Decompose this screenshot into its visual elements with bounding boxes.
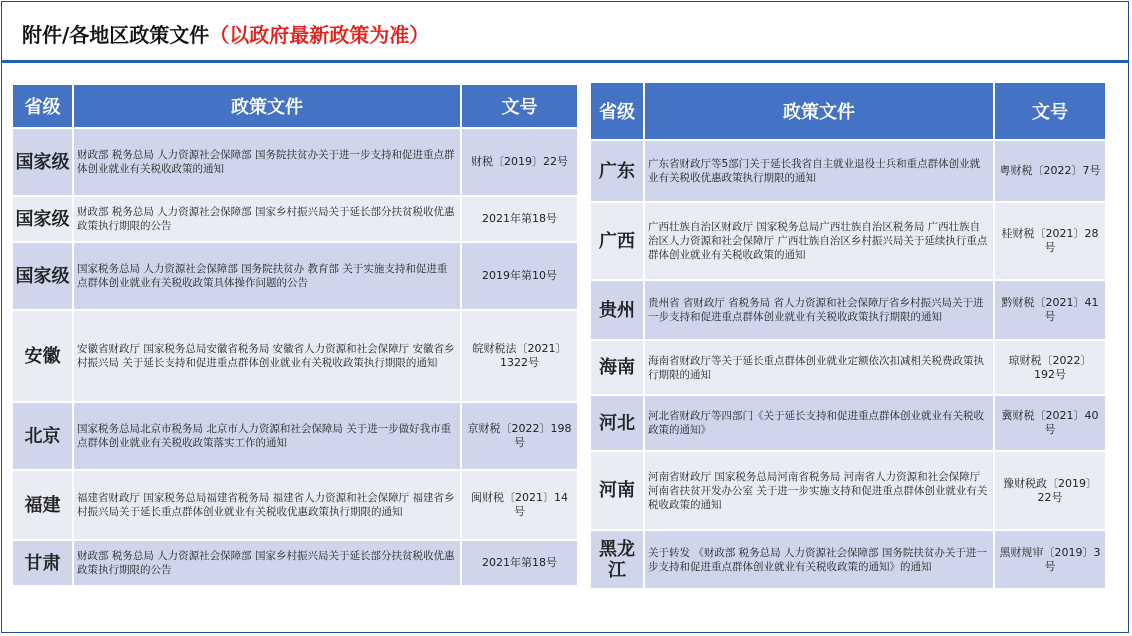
number-cell: 京财税〔2022〕198号 — [462, 403, 579, 471]
document-cell: 广西壮族自治区财政厅 国家税务总局广西壮族自治区税务局 广西壮族自治区人力资源和社会保障厅 广西壮族自治区乡村振兴局关于延续执行重点群体创业就业有关税收政策的通知 — [645, 203, 995, 281]
province-cell: 河北 — [591, 396, 645, 452]
document-cell: 河南省财政厅 国家税务总局河南省税务局 河南省人力资源和社会保障厅 河南省扶贫开发办公室 关于进一步实施支持和促进重点群体创业就业有关税收政策的通知 — [645, 452, 995, 531]
number-cell: 豫财税政〔2019〕22号 — [995, 452, 1107, 531]
column-header-number: 文号 — [462, 85, 579, 129]
document-cell: 安徽省财政厅 国家税务总局安徽省税务局 安徽省人力资源和社会保障厅 安徽省乡村振兴局 关于延长支持和促进重点群体创业就业有关税收政策执行期限的通知 — [74, 311, 462, 403]
number-cell: 闽财税〔2021〕14号 — [462, 471, 579, 541]
province-cell: 海南 — [591, 341, 645, 396]
title-note: （以政府最新政策为准） — [209, 23, 430, 47]
number-cell: 2019年第10号 — [462, 243, 579, 311]
province-cell: 广西 — [591, 203, 645, 281]
province-cell: 国家级 — [13, 243, 74, 311]
page-title — [22, 19, 429, 48]
document-cell: 关于转发 《财政部 税务总局 人力资源社会保障部 国务院扶贫办关于进一步支持和促进重点群体创业就业有关税收政策的通知》的通知 — [645, 531, 995, 590]
number-cell: 琼财税〔2022〕192号 — [995, 341, 1107, 396]
number-cell: 2021年第18号 — [462, 541, 579, 587]
document-cell: 国家税务总局 人力资源社会保障部 国务院扶贫办 教育部 关于实施支持和促进重点群体创业就业有关税收政策具体操作问题的公告 — [74, 243, 462, 311]
province-cell: 河南 — [591, 452, 645, 531]
column-header-number: 文号 — [995, 83, 1107, 141]
table-row — [591, 203, 1107, 281]
number-cell: 财税〔2019〕22号 — [462, 129, 579, 197]
table-row — [591, 141, 1107, 203]
table-row — [591, 281, 1107, 341]
title-divider — [1, 60, 1129, 63]
document-cell: 财政部 税务总局 人力资源社会保障部 国家乡村振兴局关于延长部分扶贫税收优惠政策执行期限的公告 — [74, 197, 462, 243]
table-row — [13, 243, 579, 311]
policy-table-left — [13, 85, 579, 587]
province-cell: 贵州 — [591, 281, 645, 341]
province-cell: 黑龙江 — [591, 531, 645, 590]
number-cell: 冀财税〔2021〕40号 — [995, 396, 1107, 452]
table-row — [591, 531, 1107, 590]
number-cell: 黑财规审〔2019〕3号 — [995, 531, 1107, 590]
document-cell: 财政部 税务总局 人力资源社会保障部 国务院扶贫办关于进一步支持和促进重点群体创业就业有关税收政策的通知 — [74, 129, 462, 197]
document-cell: 福建省财政厅 国家税务总局福建省税务局 福建省人力资源和社会保障厅 福建省乡村振兴局关于延长重点群体创业就业有关税收优惠政策执行期限的通知 — [74, 471, 462, 541]
document-cell: 海南省财政厅等关于延长重点群体创业就业定额依次扣减相关税费政策执行期限的通知 — [645, 341, 995, 396]
number-cell: 皖财税法〔2021〕1322号 — [462, 311, 579, 403]
province-cell: 广东 — [591, 141, 645, 203]
table-row — [13, 541, 579, 587]
column-header-document: 政策文件 — [645, 83, 995, 141]
table-row — [591, 396, 1107, 452]
column-header-province: 省级 — [13, 85, 74, 129]
table-row — [13, 129, 579, 197]
province-cell: 甘肃 — [13, 541, 74, 587]
province-cell: 国家级 — [13, 129, 74, 197]
table-row — [591, 452, 1107, 531]
province-cell: 福建 — [13, 471, 74, 541]
table-row — [13, 197, 579, 243]
number-cell: 2021年第18号 — [462, 197, 579, 243]
number-cell: 黔财税〔2021〕41号 — [995, 281, 1107, 341]
column-header-document: 政策文件 — [74, 85, 462, 129]
column-header-province: 省级 — [591, 83, 645, 141]
document-cell: 贵州省 省财政厅 省税务局 省人力资源和社会保障厅省乡村振兴局关于进一步支持和促进重点群体创业就业有关税收政策执行期限的通知 — [645, 281, 995, 341]
number-cell: 桂财税〔2021〕28号 — [995, 203, 1107, 281]
document-cell: 财政部 税务总局 人力资源社会保障部 国家乡村振兴局关于延长部分扶贫税收优惠政策执行期限的公告 — [74, 541, 462, 587]
title-main: 附件/各地区政策文件 — [22, 23, 210, 47]
table-row — [13, 403, 579, 471]
document-cell: 国家税务总局北京市税务局 北京市人力资源和社会保障局 关于进一步做好我市重点群体创业就业有关税收政策落实工作的通知 — [74, 403, 462, 471]
province-cell: 国家级 — [13, 197, 74, 243]
table-row — [13, 311, 579, 403]
province-cell: 北京 — [13, 403, 74, 471]
province-cell: 安徽 — [13, 311, 74, 403]
document-cell: 广东省财政厅等5部门关于延长我省自主就业退役士兵和重点群体创业就业有关税收优惠政策执行期限的通知 — [645, 141, 995, 203]
policy-table-right — [591, 83, 1107, 590]
table-row — [591, 341, 1107, 396]
number-cell: 粤财税〔2022〕7号 — [995, 141, 1107, 203]
table-row — [13, 471, 579, 541]
document-cell: 河北省财政厅等四部门《关于延长支持和促进重点群体创业就业有关税收政策的通知》 — [645, 396, 995, 452]
